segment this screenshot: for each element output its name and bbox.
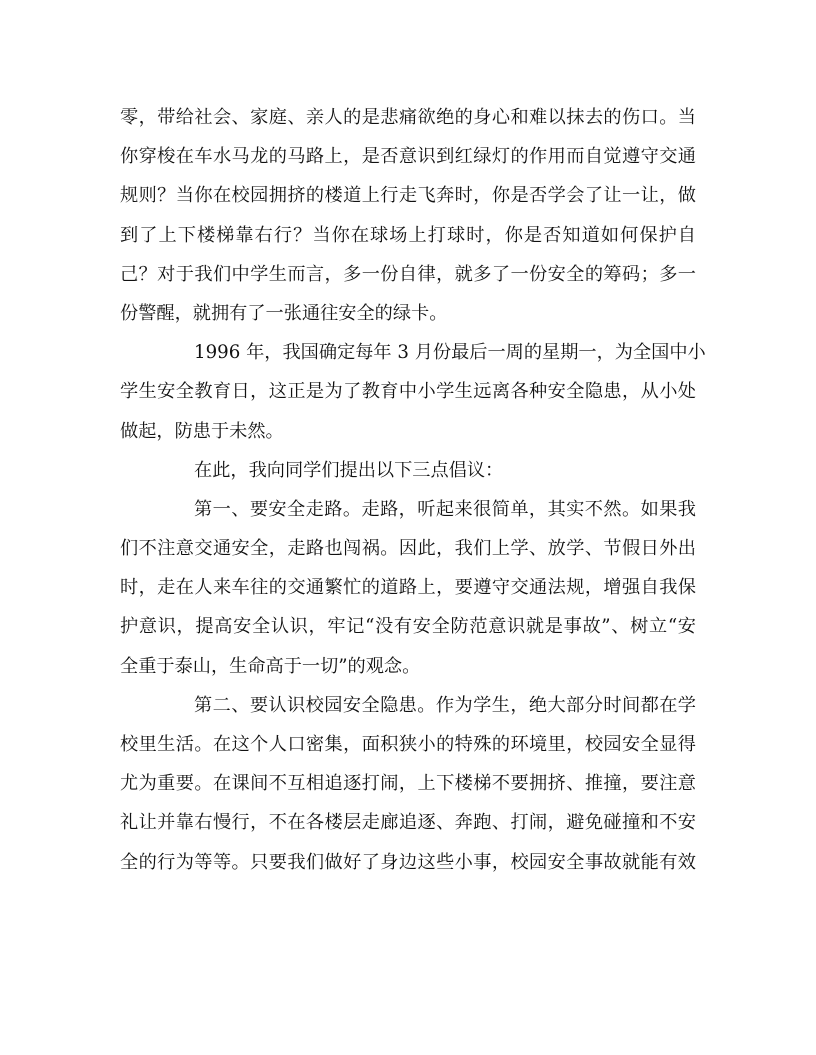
text-line: 学生安全教育日，这正是为了教育中小学生远离各种安全隐患，从小处: [120, 381, 696, 403]
text-line: 己？对于我们中学生而言，多一份自律，就多了一份安全的筹码；多一: [120, 263, 696, 285]
text-line: 校里生活。在这个人口密集，面积狭小的特殊的环境里，校园安全显得: [120, 734, 696, 755]
text-line: 护意识，提高安全认识，牢记“没有安全防范意识就是事故”、树立“安: [120, 616, 696, 638]
text-line: 全重于泰山，生命高于一切”的观念。: [120, 655, 421, 677]
text-line: 第二、要认识校园安全隐患。作为学生，绝大部分时间都在学: [194, 694, 696, 716]
text-line: 时，走在人来车往的交通繁忙的道路上，要遵守交通法规，增强自我保: [120, 577, 696, 599]
text-line: 你穿梭在车水马龙的马路上，是否意识到红绿灯的作用而自觉遵守交通: [120, 146, 696, 168]
text-line: 在此，我向同学们提出以下三点倡议：: [194, 459, 504, 481]
text-line: 份警醒，就拥有了一张通往安全的绿卡。: [120, 302, 448, 324]
text-line: 1996 年，我国确定每年 3 月份最后一周的星期一，为全国中小: [194, 342, 706, 364]
text-line: 第一、要安全走路。走路，听起来很简单，其实不然。如果我: [194, 498, 696, 520]
text-line: 礼让并靠右慢行，不在各楼层走廊追逐、奔跑、打闹，避免碰撞和不安: [120, 812, 696, 834]
text-line: 到了上下楼梯靠右行？当你在球场上打球时，你是否知道如何保护自: [120, 224, 696, 246]
text-line: 零，带给社会、家庭、亲人的是悲痛欲绝的身心和难以抹去的伤口。当: [120, 107, 696, 128]
text-line: 做起，防患于未然。: [120, 420, 284, 442]
text-line: 规则？当你在校园拥挤的楼道上行走飞奔时，你是否学会了让一让，做: [120, 185, 696, 207]
document-body: [120, 100, 706, 884]
text-line: 尤为重要。在课间不互相追逐打闹，上下楼梯不要拥挤、推撞，要注意: [120, 773, 696, 795]
text-line: 全的行为等等。只要我们做好了身边这些小事，校园安全事故就能有效: [120, 851, 696, 873]
text-line: 们不注意交通安全，走路也闯祸。因此，我们上学、放学、节假日外出: [120, 538, 696, 560]
